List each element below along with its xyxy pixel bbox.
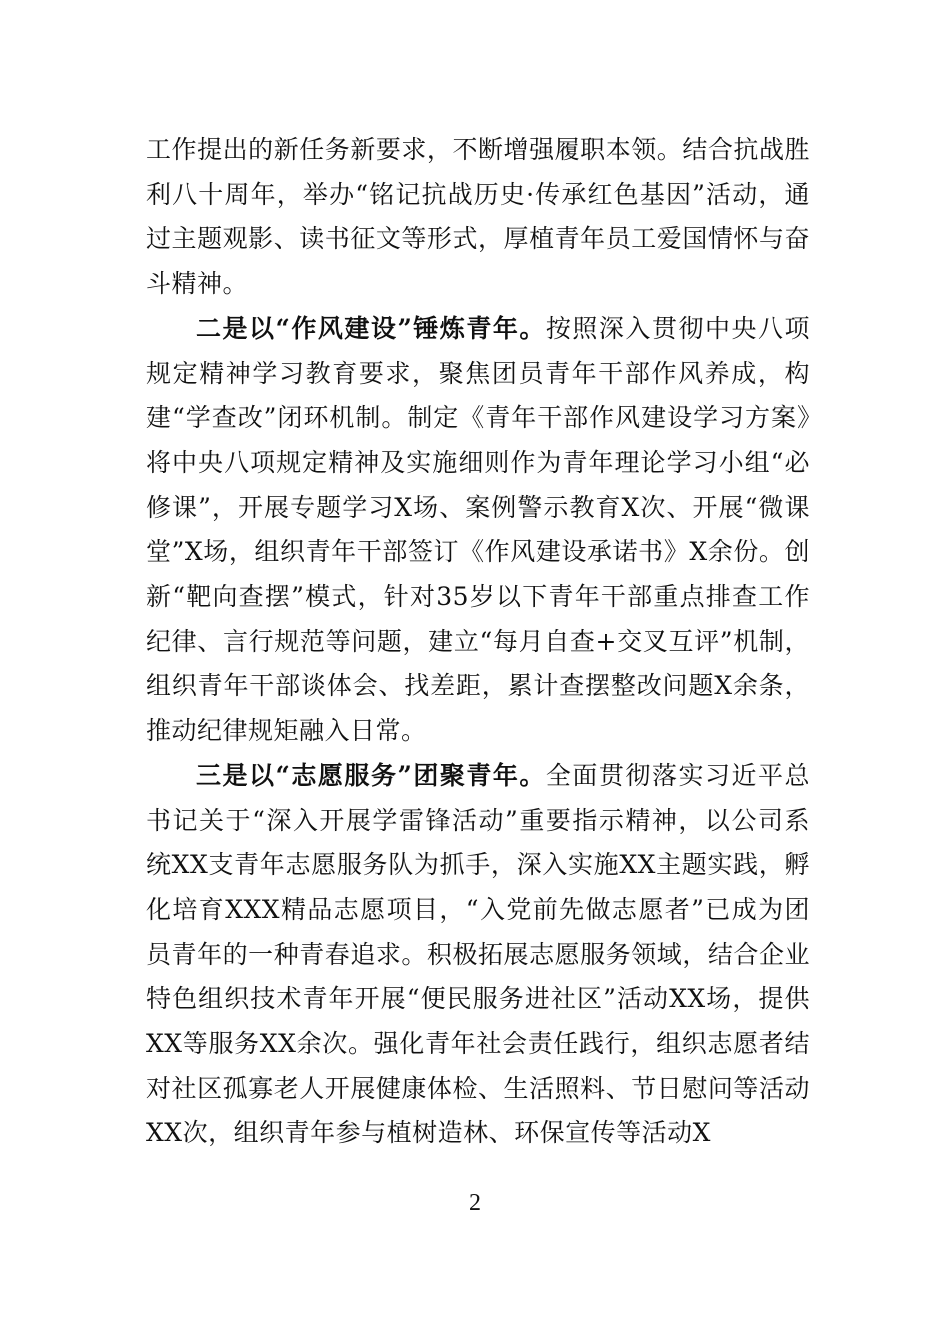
paragraph-3-lead: 三是以“志愿服务”团聚青年。 [196,760,546,790]
paragraph-volunteer-service [146,754,810,1156]
page-number: 2 [469,1190,481,1216]
paragraph-continuation [146,128,810,307]
paragraph-2-text: 按照深入贯彻中央八项规定精神学习教育要求，聚焦团员青年干部作风养成，构建“学查改”闭环机制。制定《青年干部作风建设学习方案》将中央八项规定精神及实施细则作为青年理论学习小组“必修课”，开展专题学习X场、案例警示教育X次、开展“微课堂”X场，组织青年干部签订《作风建设承诺书》X余份。创新“靶向查摆”模式，针对35岁以下青年干部重点排查工作纪律、言行规范等问题，建立“每月自查+交叉互评”机制，组织青年干部谈体会、找差距，累计查摆整改问题X余条，推动纪律规矩融入日常。 [146,313,810,746]
document-body [146,128,810,1156]
paragraph-style-building [146,307,810,754]
paragraph-2-lead: 二是以“作风建设”锤炼青年。 [196,313,546,343]
paragraph-3-text: 全面贯彻落实习近平总书记关于“深入开展学雷锋活动”重要指示精神，以公司系统XX支青年志愿服务队为抓手，深入实施XX主题实践，孵化培育XXX精品志愿项目，“入党前先做志愿者”已成为团员青年的一种青春追求。积极拓展志愿服务领域，结合企业特色组织技术青年开展“便民服务进社区”活动XX场，提供XX等服务XX余次。强化青年社会责任践行，组织志愿者结对社区孤寡老人开展健康体检、生活照料、节日慰问等活动XX次，组织青年参与植树造林、环保宣传等活动X [146,760,810,1148]
paragraph-1-text: 工作提出的新任务新要求，不断增强履职本领。结合抗战胜利八十周年，举办“铭记抗战历史·传承红色基因”活动，通过主题观影、读书征文等形式，厚植青年员工爱国情怀与奋斗精神。 [146,135,810,299]
